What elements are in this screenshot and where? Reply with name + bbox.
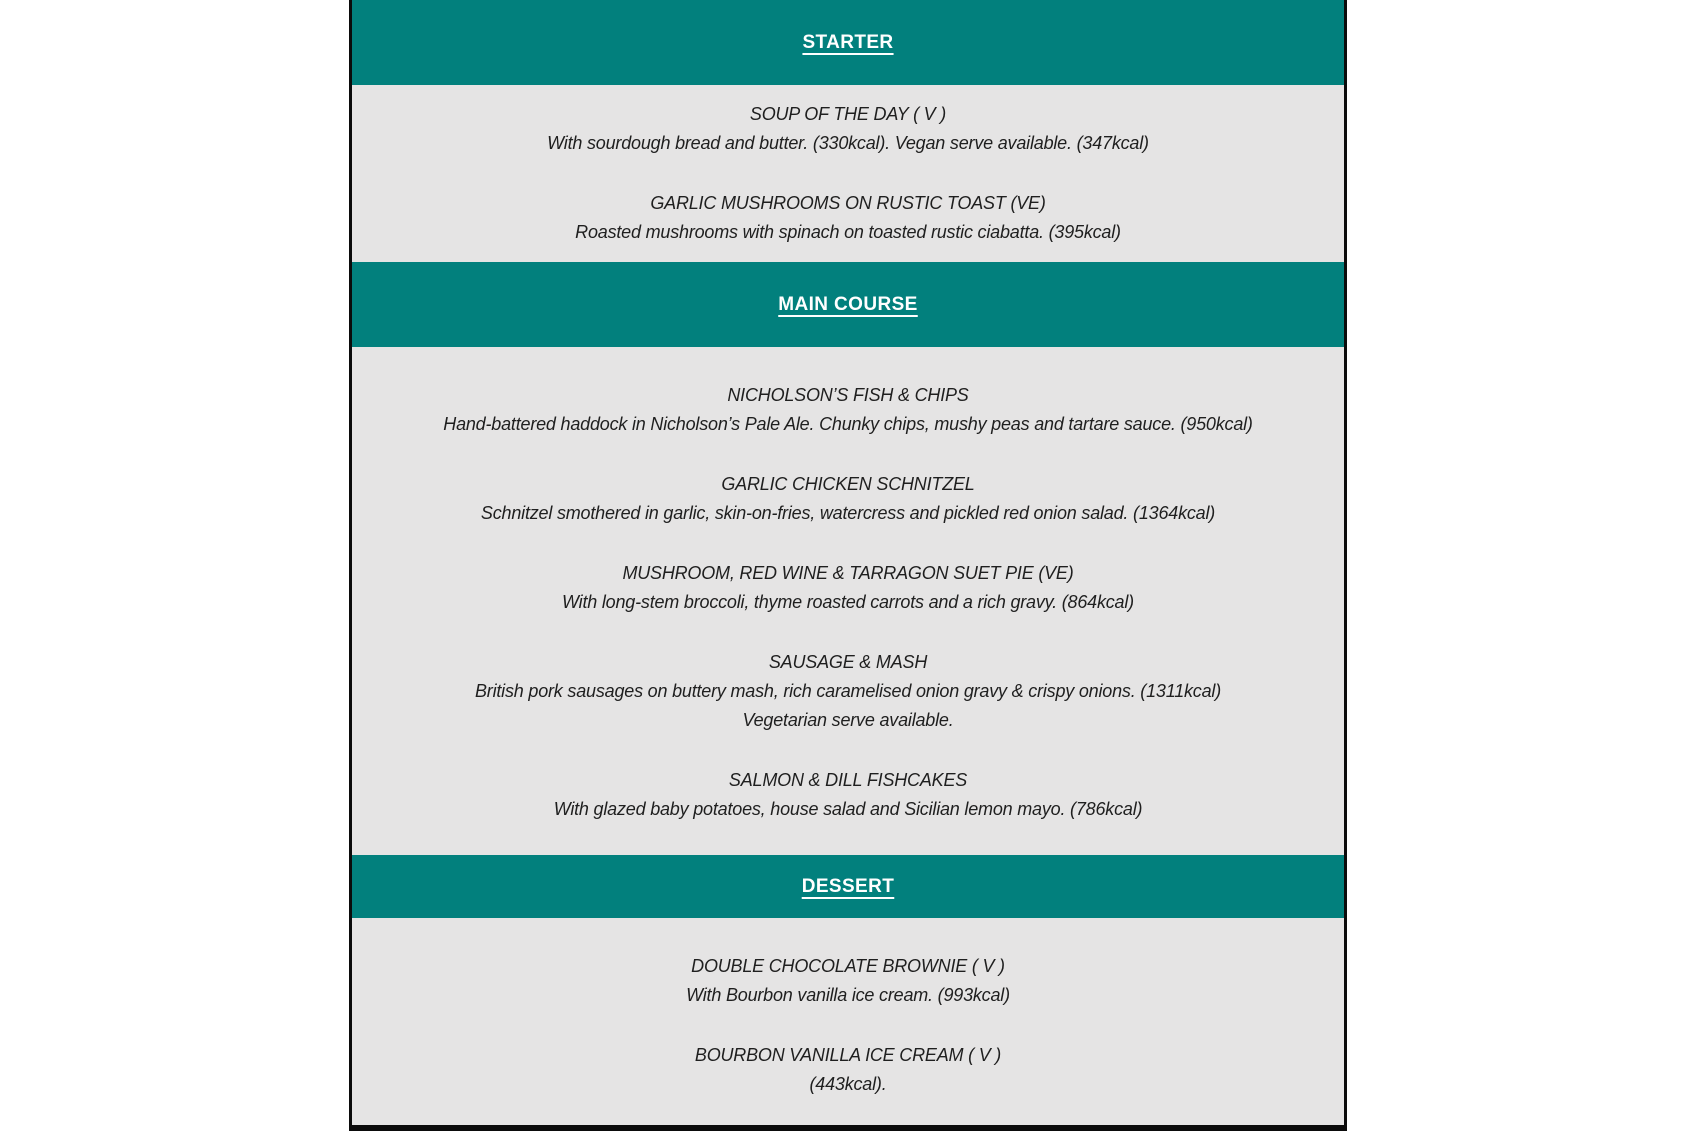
menu-item-description: With Bourbon vanilla ice cream. (993kcal) [686, 985, 1010, 1005]
menu-item-chocolate-brownie [352, 952, 1344, 1010]
menu-item-soup-of-the-day [352, 100, 1344, 158]
menu-item-description: Hand-battered haddock in Nicholson’s Pale Ale. Chunky chips, mushy peas and tartare sauce. (950kcal) [443, 414, 1253, 434]
menu-item-title: MUSHROOM, RED WINE & TARRAGON SUET PIE (VE) [622, 563, 1074, 583]
menu-item-description: With glazed baby potatoes, house salad and Sicilian lemon mayo. (786kcal) [553, 799, 1143, 819]
dessert-header-band [352, 855, 1344, 918]
menu-item-garlic-mushrooms [352, 189, 1344, 247]
main-course-header-band [352, 262, 1344, 347]
main-course-section [352, 347, 1344, 855]
menu-item-chicken-schnitzel [352, 470, 1344, 528]
menu-document [349, 0, 1347, 1131]
starter-header-label: STARTER [802, 31, 894, 53]
menu-item-description: British pork sausages on buttery mash, rich caramelised onion gravy & crispy onions. (1311kcal) [474, 681, 1222, 701]
menu-item-salmon-fishcakes [352, 766, 1344, 824]
menu-item-description: (443kcal). [809, 1074, 887, 1094]
menu-item-fish-and-chips [352, 381, 1344, 439]
menu-item-title: SALMON & DILL FISHCAKES [728, 770, 968, 790]
menu-item-title: DOUBLE CHOCOLATE BROWNIE ( V ) [691, 956, 1005, 976]
menu-item-suet-pie [352, 559, 1344, 617]
starter-section [352, 85, 1344, 262]
menu-item-description: Vegetarian serve available. [742, 710, 954, 730]
menu-item-title: GARLIC MUSHROOMS ON RUSTIC TOAST (VE) [650, 193, 1046, 213]
menu-item-title: BOURBON VANILLA ICE CREAM ( V ) [694, 1045, 1002, 1065]
starter-header-band [352, 0, 1344, 85]
menu-item-title: SAUSAGE & MASH [768, 652, 928, 672]
menu-item-description: With sourdough bread and butter. (330kcal). Vegan serve available. (347kcal) [547, 133, 1149, 153]
menu-item-title: GARLIC CHICKEN SCHNITZEL [721, 474, 975, 494]
menu-item-sausage-and-mash [352, 648, 1344, 735]
menu-item-title: NICHOLSON’S FISH & CHIPS [727, 385, 969, 405]
menu-item-description: Roasted mushrooms with spinach on toasted rustic ciabatta. (395kcal) [575, 222, 1121, 242]
menu-item-title: SOUP OF THE DAY ( V ) [749, 104, 947, 124]
dessert-section [352, 918, 1344, 1130]
menu-item-description: Schnitzel smothered in garlic, skin-on-fries, watercress and pickled red onion salad. (1364kcal) [480, 503, 1216, 523]
menu-item-description: With long-stem broccoli, thyme roasted carrots and a rich gravy. (864kcal) [562, 592, 1134, 612]
dessert-header-label: DESSERT [801, 875, 895, 897]
main-course-header-label: MAIN COURSE [778, 293, 918, 315]
menu-item-vanilla-ice-cream [352, 1041, 1344, 1099]
